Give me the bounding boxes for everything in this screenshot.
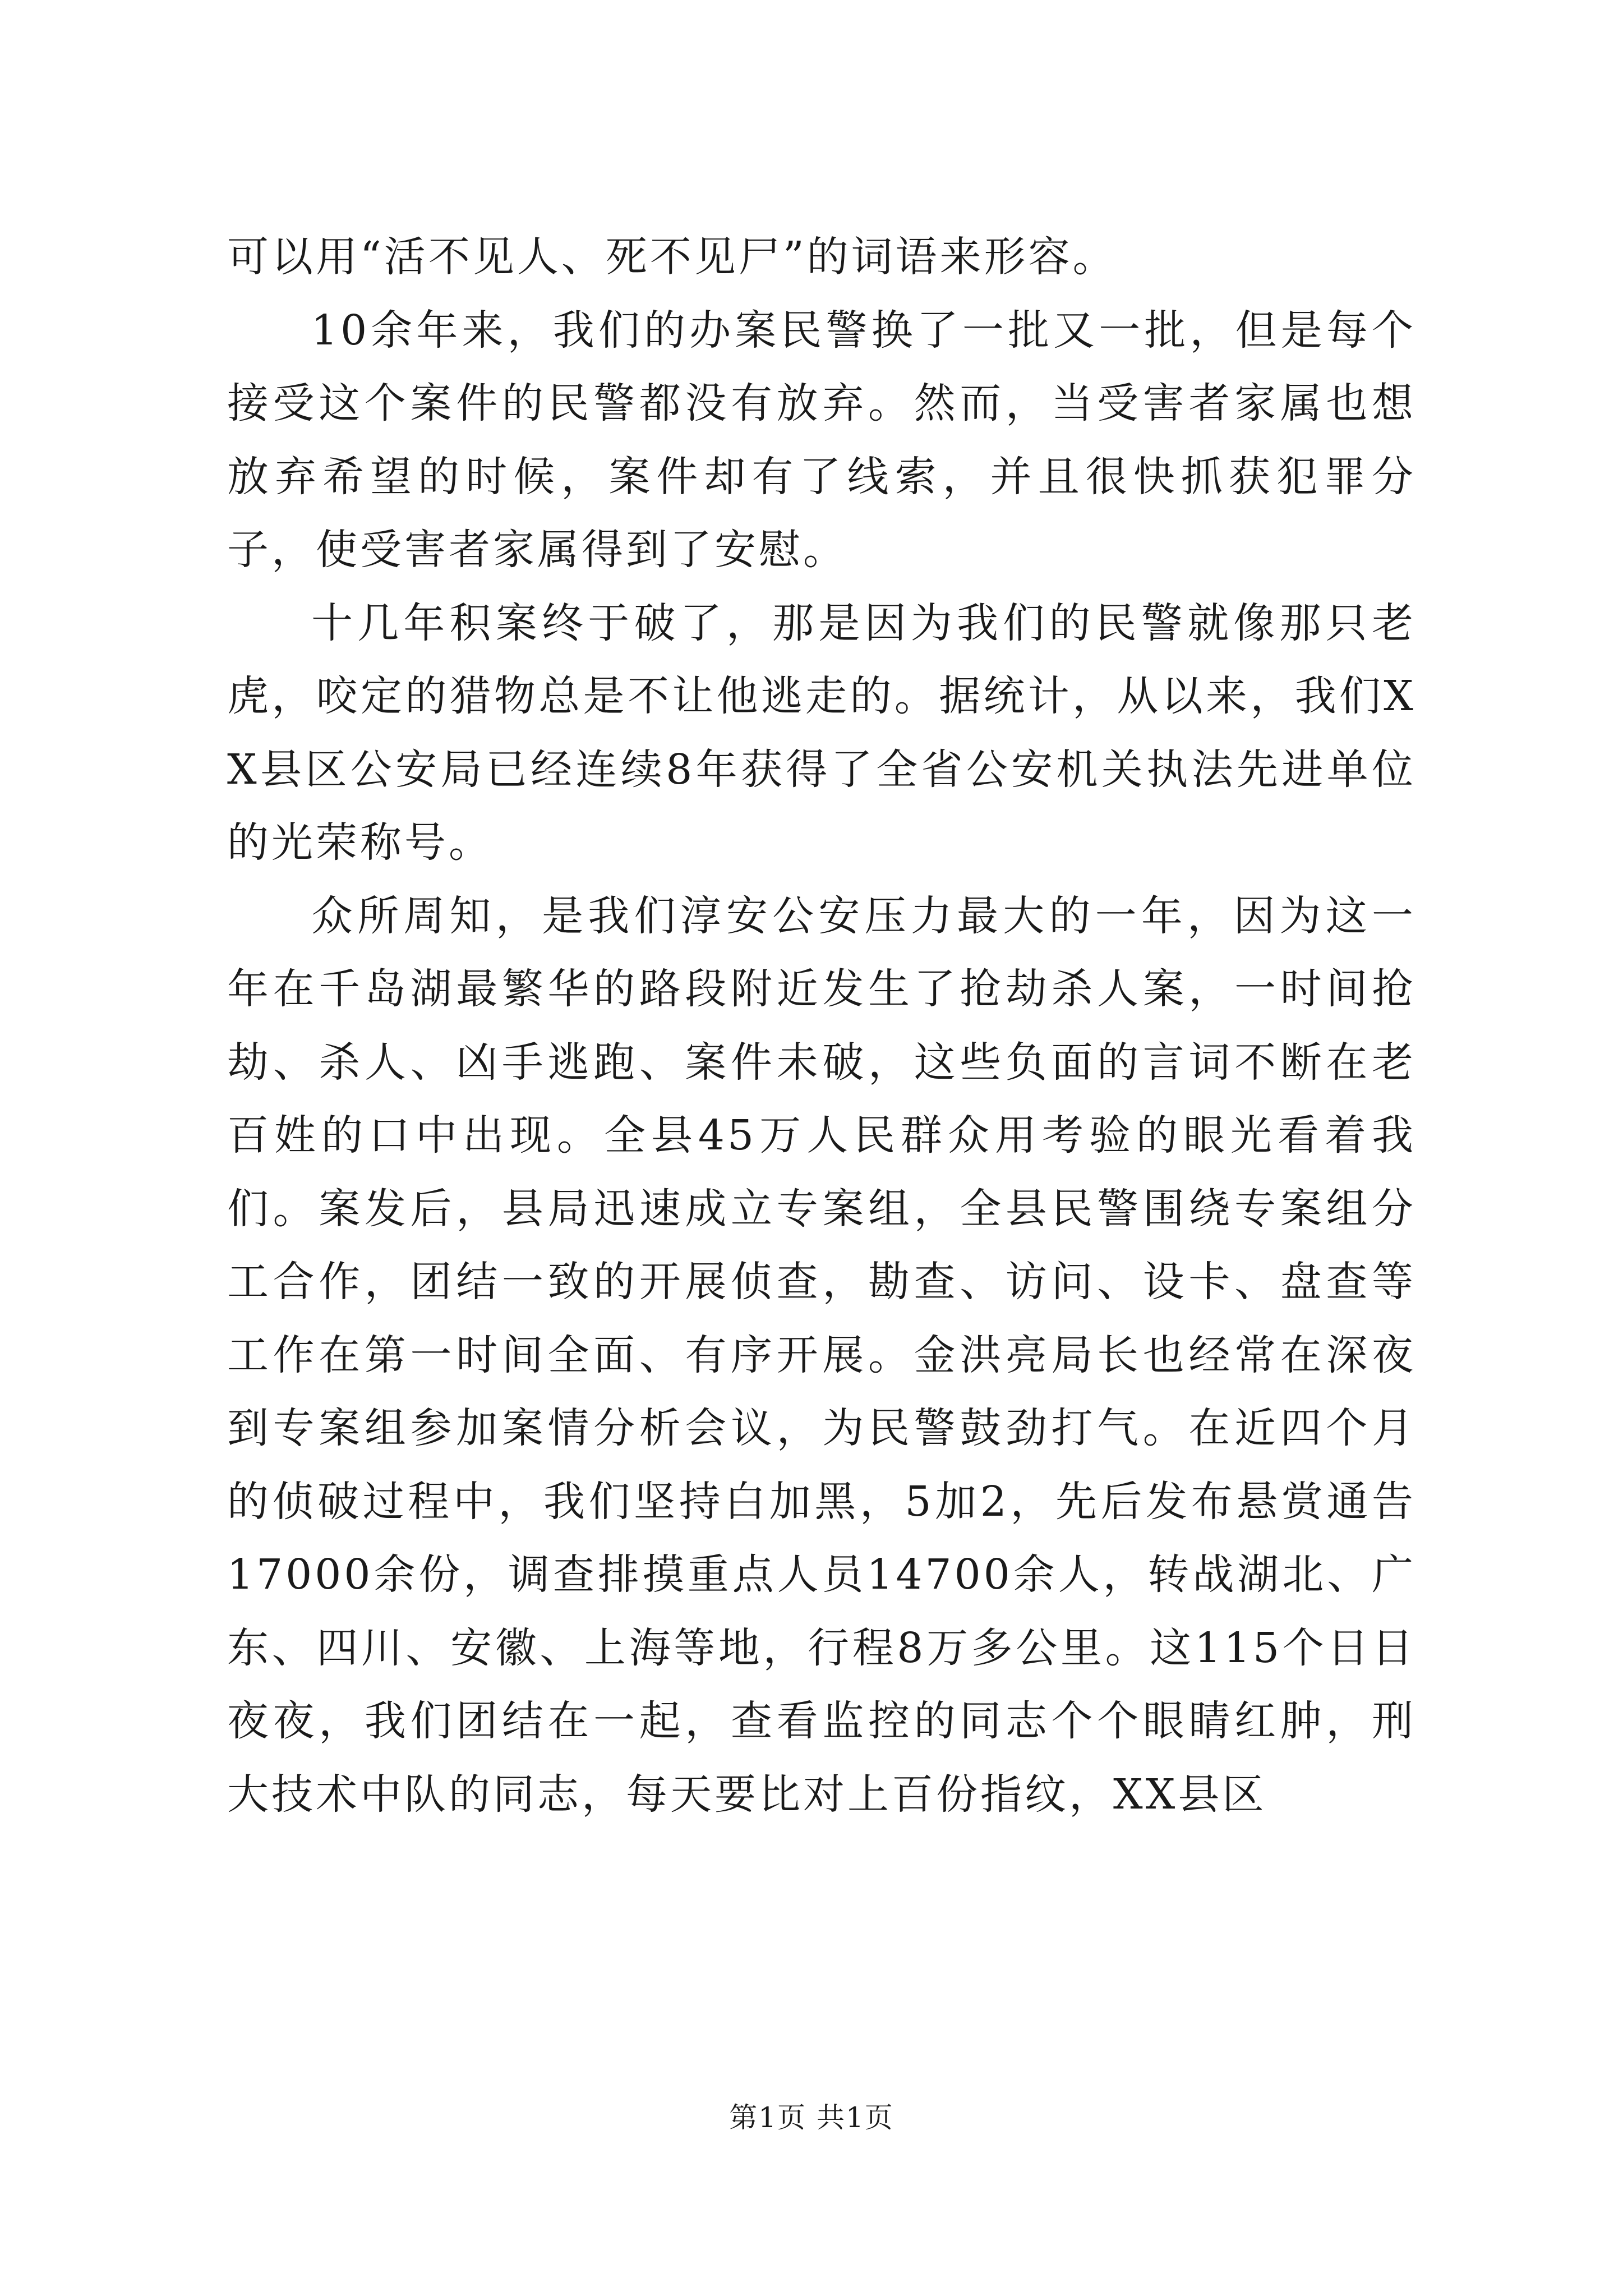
- paragraph-continuation: 可以用“活不见人、死不见尸”的词语来形容。: [227, 233, 1117, 281]
- paragraph: 众所周知，是我们淳安公安压力最大的一年，因为这一年在千岛湖最繁华的路段附近发生了抢劫杀人案，一时间抢劫、杀人、凶手逃跑、案件未破，这些负面的言词不断在老百姓的口中出现。全县45万人民群众用考验的眼光看着我们。案发后，县局迅速成立专案组，全县民警围绕专案组分工合作，团结一致的开展侦查，勘查、访问、设卡、盘查等工作在第一时间全面、有序开展。金洪亮局长也经常在深夜到专案组参加案情分析会议，为民警鼓劲打气。在近四个月的侦破过程中，我们坚持白加黑，5加2，先后发布悬赏通告17000余份，调查排摸重点人员14700余人，转战湖北、广东、四川、安徽、上海等地，行程8万多公里。这115个日日夜夜，我们团结在一起，查看监控的同志个个眼睛红肿，刑大技术中队的同志，每天要比对上百份指纹，XX县区: [227, 891, 1416, 1819]
- page-footer: 第1页 共1页: [729, 2101, 894, 2134]
- document-body: [227, 220, 1416, 1831]
- paragraph: 10余年来，我们的办案民警换了一批又一批，但是每个接受这个案件的民警都没有放弃。然而，当受害者家属也想放弃希望的时候，案件却有了线索，并且很快抓获犯罪分子，使受害者家属得到了安慰。: [227, 306, 1416, 574]
- paragraph: 十几年积案终于破了，那是因为我们的民警就像那只老虎，咬定的猎物总是不让他逃走的。据统计，从以来，我们XX县区公安局已经连续8年获得了全省公安机关执法先进单位的光荣称号。: [227, 599, 1416, 867]
